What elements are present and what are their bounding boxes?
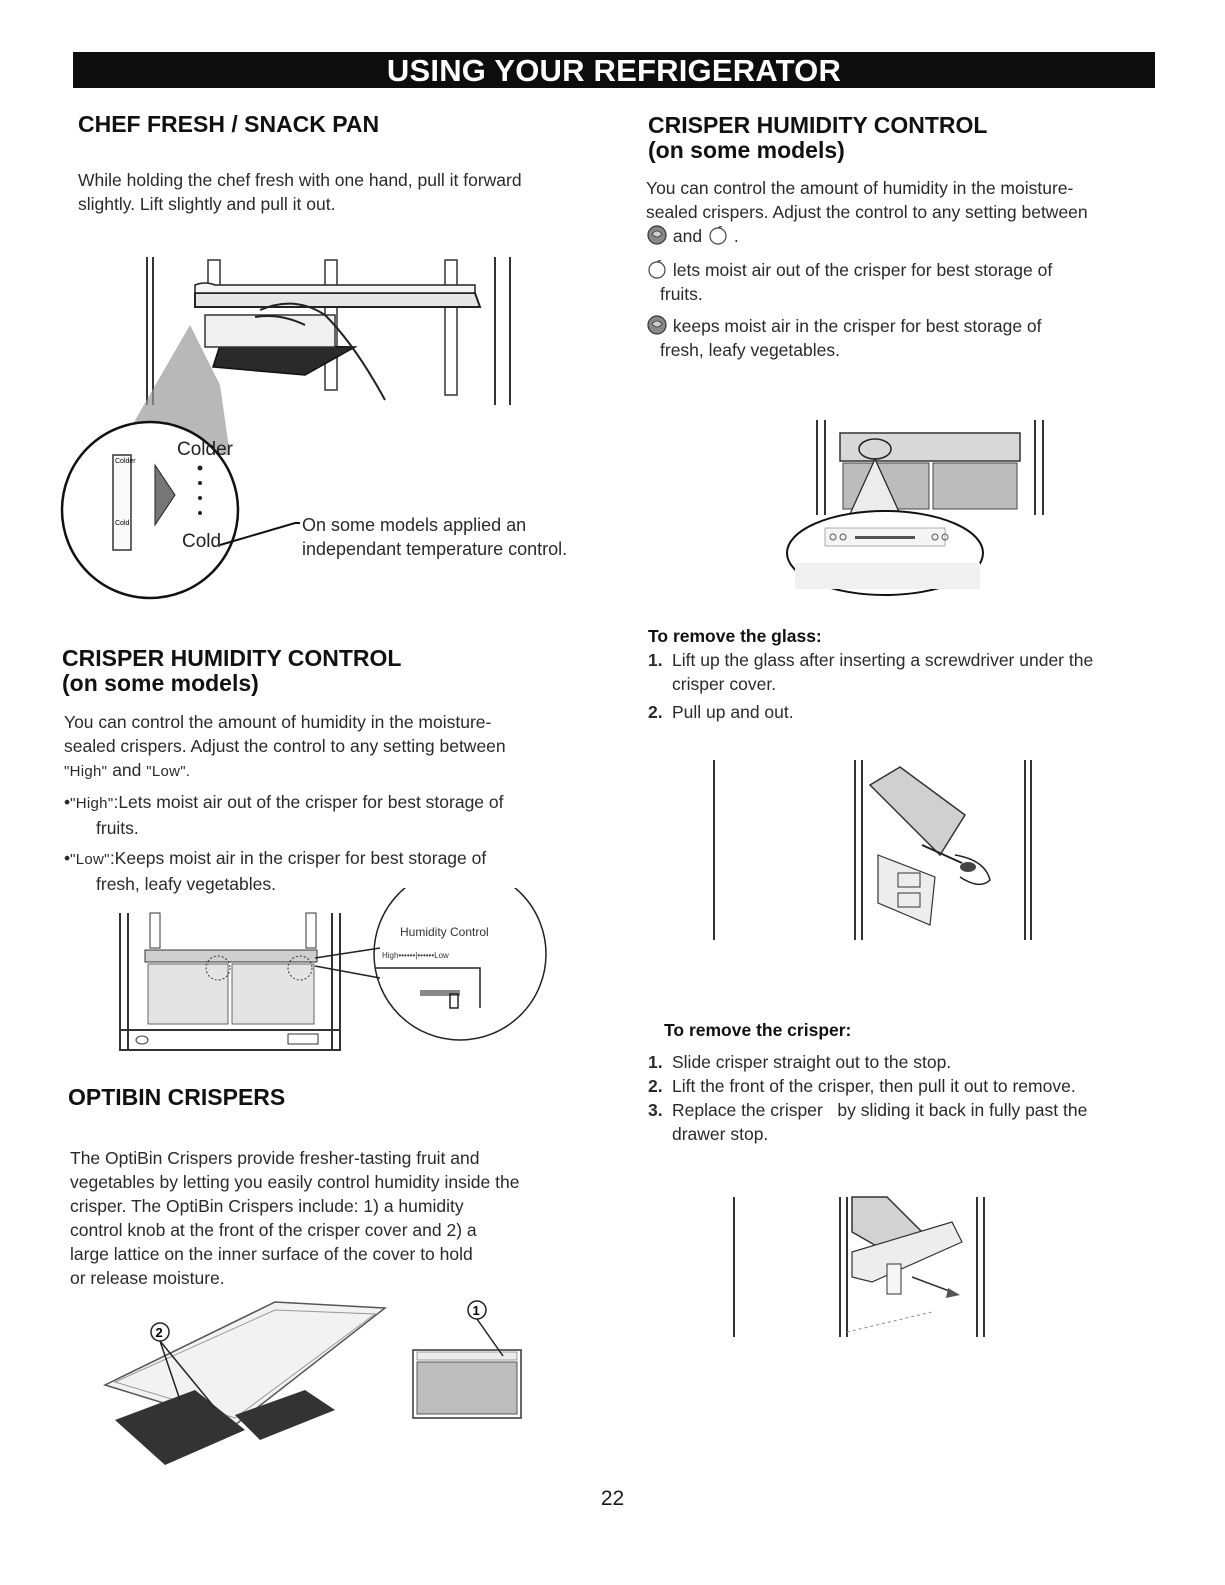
fruit-description xyxy=(646,258,1186,306)
and-word: and xyxy=(112,760,142,780)
step-number: 3. xyxy=(648,1100,663,1120)
humidity-callout-title: Humidity Control xyxy=(400,925,489,939)
marker-2: 2 xyxy=(155,1325,163,1340)
right-crisper-line-3 xyxy=(646,224,1186,248)
fruit-icon xyxy=(707,224,729,246)
left-crisper-line-3 xyxy=(64,758,604,784)
chef-fresh-body xyxy=(78,168,618,216)
page-banner: USING YOUR REFRIGERATOR xyxy=(73,52,1155,88)
crisper-step-1 xyxy=(648,1050,1188,1074)
step-text: Lift the front of the crisper, then pull it out to remove. xyxy=(672,1076,1076,1096)
dial-colder-label: Colder xyxy=(177,439,233,460)
left-crisper-line-2: sealed crispers. Adjust the control to any setting between xyxy=(64,736,506,756)
remove-crisper-heading: To remove the crisper: xyxy=(664,1020,852,1040)
left-crisper-heading-line-2: (on some models) xyxy=(62,670,259,696)
step-text: Lift up the glass after inserting a screwdriver under the xyxy=(672,650,1094,670)
optibin-heading: OPTIBIN CRISPERS xyxy=(68,1084,286,1110)
step-text-cont: drawer stop. xyxy=(672,1124,769,1144)
bullet-dot: • xyxy=(64,792,71,812)
and-word: and xyxy=(672,226,703,246)
step-text: Replace the crisper by sliding it back in fully past the xyxy=(672,1100,1088,1120)
right-crisper-line-1: You can control the amount of humidity in the moisture- xyxy=(646,178,1074,198)
remove-glass-steps xyxy=(648,648,1168,724)
vegetable-description xyxy=(646,314,1186,362)
remove-glass-heading: To remove the glass: xyxy=(648,626,822,646)
right-crisper-figure xyxy=(785,415,1055,605)
crisper-step-3 xyxy=(648,1098,1188,1146)
chef-callout-line-2: independant temperature control. xyxy=(302,539,568,559)
right-crisper-heading-line-2: (on some models) xyxy=(648,137,845,163)
chef-fresh-line-2: slightly. Lift slightly and pull it out. xyxy=(78,194,336,214)
remove-crisper-steps xyxy=(648,1050,1188,1146)
low-bullet-label: "Low" xyxy=(70,851,110,868)
left-crisper-body xyxy=(64,710,604,896)
fruit-line-2: fruits. xyxy=(660,284,703,304)
dial-tag-colder: Colder xyxy=(115,458,136,465)
remove-crisper-figure xyxy=(722,1192,1002,1342)
page-number: 22 xyxy=(600,1487,625,1510)
dial-cold-label: Cold xyxy=(182,531,222,552)
chef-fresh-heading: CHEF FRESH / SNACK PAN xyxy=(78,111,380,137)
left-crisper-line-1: You can control the amount of humidity in the moisture- xyxy=(64,712,492,732)
optibin-line-6: or release moisture. xyxy=(70,1268,225,1288)
bullet-dot: • xyxy=(64,848,71,868)
optibin-line-5: large lattice on the inner surface of the cover to hold xyxy=(70,1244,473,1264)
period: . xyxy=(733,226,739,246)
chef-callout xyxy=(302,513,622,561)
low-quoted: "Low". xyxy=(146,763,191,780)
right-crisper-body xyxy=(646,176,1186,362)
step-text: Slide crisper straight out to the stop. xyxy=(672,1052,952,1072)
dial-tag-cold: Cold xyxy=(115,520,130,527)
vegetable-icon xyxy=(646,314,668,336)
humidity-callout-scale: High••••••|••••••Low xyxy=(382,951,449,960)
step-number: 1. xyxy=(648,650,663,670)
step-text: Pull up and out. xyxy=(672,702,794,722)
step-number: 2. xyxy=(648,702,663,722)
veg-line-2: fresh, leafy vegetables. xyxy=(660,340,840,360)
left-crisper-heading xyxy=(62,646,401,696)
optibin-line-3: crisper. The OptiBin Crispers include: 1) a humidity xyxy=(70,1196,464,1216)
remove-glass-figure xyxy=(700,755,1040,950)
marker-1: 1 xyxy=(472,1303,480,1318)
high-bullet-cont: fruits. xyxy=(96,818,139,838)
right-crisper-heading xyxy=(648,113,987,163)
optibin-body xyxy=(70,1146,630,1290)
low-bullet-cont: fresh, leafy vegetables. xyxy=(96,874,276,894)
step-number: 2. xyxy=(648,1076,663,1096)
crisper-step-2 xyxy=(648,1074,1188,1098)
optibin-line-1: The OptiBin Crispers provide fresher-tasting fruit and xyxy=(70,1148,480,1168)
chef-fresh-line-1: While holding the chef fresh with one hand, pull it forward xyxy=(78,170,522,190)
glass-step-2 xyxy=(648,700,1168,724)
optibin-line-2: vegetables by letting you easily control humidity inside the xyxy=(70,1172,520,1192)
optibin-figure xyxy=(85,1290,555,1470)
high-bullet-text: :Lets moist air out of the crisper for best storage of xyxy=(113,792,504,812)
left-crisper-figure xyxy=(110,888,570,1058)
high-bullet xyxy=(64,790,604,840)
vegetable-icon xyxy=(646,224,668,246)
optibin-line-4: control knob at the front of the crisper cover and 2) a xyxy=(70,1220,477,1240)
step-text-cont: crisper cover. xyxy=(672,674,777,694)
fruit-icon xyxy=(646,258,668,280)
step-number: 1. xyxy=(648,1052,663,1072)
left-crisper-heading-line-1: CRISPER HUMIDITY CONTROL xyxy=(62,645,402,671)
right-crisper-heading-line-1: CRISPER HUMIDITY CONTROL xyxy=(648,112,988,138)
chef-callout-line-1: On some models applied an xyxy=(302,515,527,535)
fruit-line-1: lets moist air out of the crisper for best storage of xyxy=(672,260,1053,280)
high-bullet-label: "High" xyxy=(70,795,114,812)
low-bullet-text: :Keeps moist air in the crisper for best storage of xyxy=(109,848,487,868)
high-quoted: "High" xyxy=(64,763,108,780)
veg-line-1: keeps moist air in the crisper for best storage of xyxy=(672,316,1042,336)
right-crisper-line-2: sealed crispers. Adjust the control to any setting between xyxy=(646,202,1088,222)
glass-step-1 xyxy=(648,648,1168,696)
